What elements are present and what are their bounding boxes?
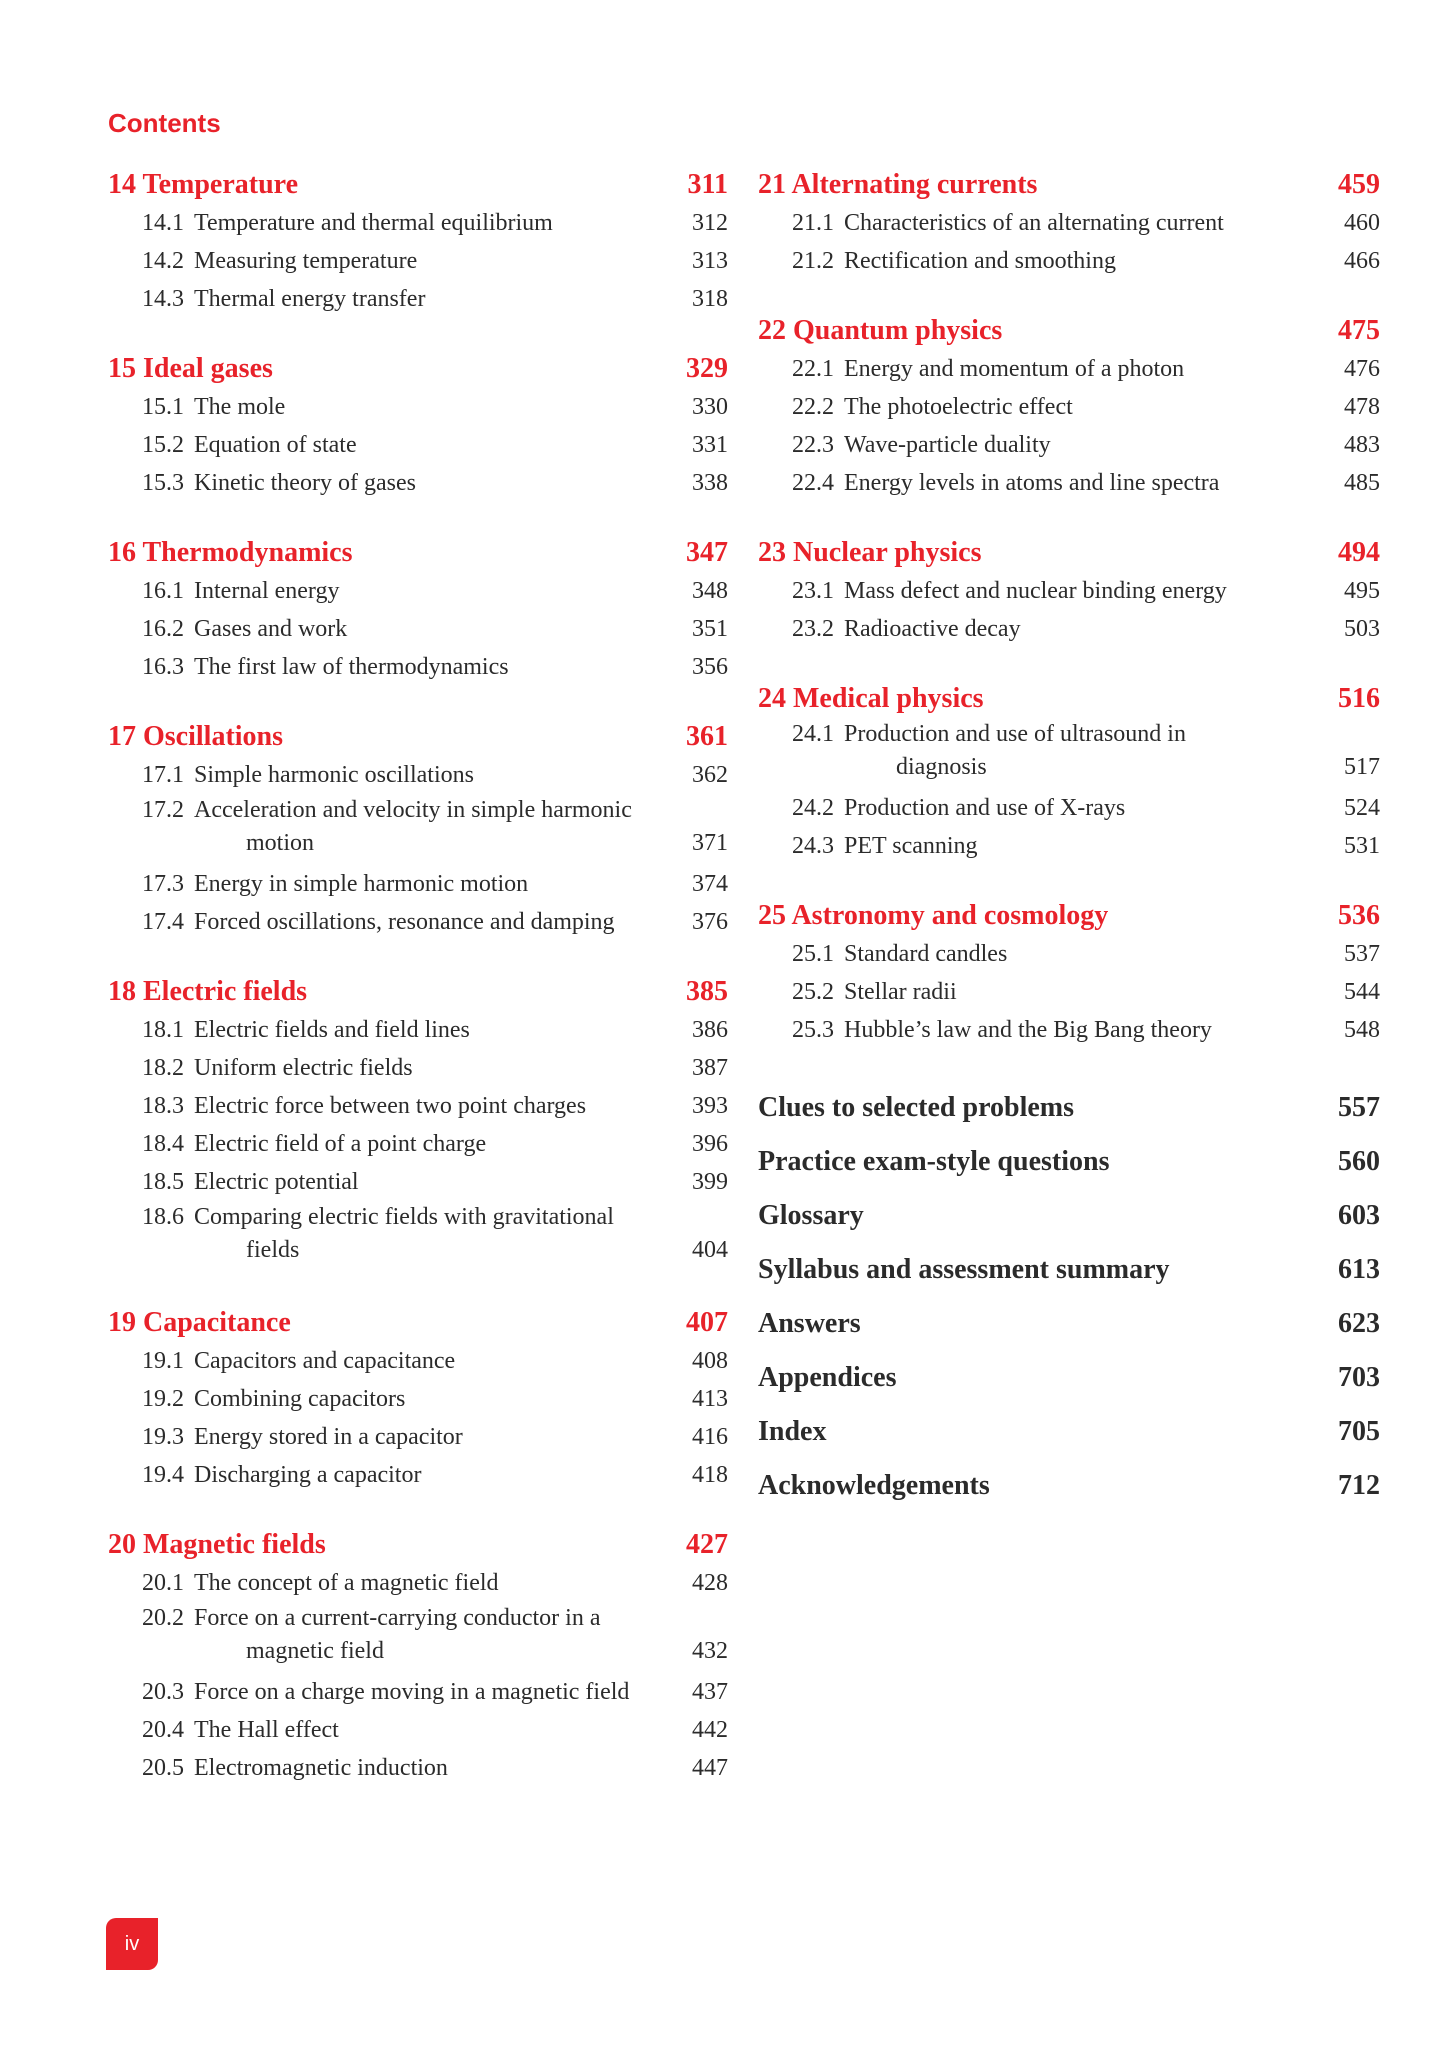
toc-chapter bbox=[108, 973, 728, 1272]
section-number: 22.4 bbox=[792, 470, 834, 496]
chapter-page: 361 bbox=[686, 721, 728, 752]
section-number: 16.2 bbox=[142, 616, 184, 642]
section-page: 396 bbox=[692, 1131, 728, 1157]
section-number: 17.3 bbox=[142, 871, 184, 897]
section-number: 15.3 bbox=[142, 470, 184, 496]
toc-chapter bbox=[108, 534, 728, 686]
section-title: Comparing electric fields with gravitational bbox=[194, 1204, 614, 1230]
section-number: 25.1 bbox=[792, 941, 834, 967]
section-page: 351 bbox=[692, 616, 728, 642]
section-number: 19.1 bbox=[142, 1348, 184, 1374]
toc-right-column bbox=[758, 166, 1380, 1513]
back-matter-entry[interactable] bbox=[758, 1243, 1380, 1297]
section-page: 485 bbox=[1344, 470, 1380, 496]
section-number: 14.3 bbox=[142, 286, 184, 312]
chapter-title: 18 Electric fields bbox=[108, 976, 308, 1007]
section-title: Gases and work bbox=[194, 616, 348, 642]
chapter-page: 427 bbox=[686, 1529, 728, 1560]
section-page: 404 bbox=[692, 1237, 728, 1263]
section-entry[interactable] bbox=[108, 1602, 728, 1673]
section-number: 18.5 bbox=[142, 1169, 184, 1195]
back-matter-entry[interactable] bbox=[758, 1189, 1380, 1243]
section-entry[interactable] bbox=[758, 827, 1380, 865]
back-matter-page: 705 bbox=[1338, 1416, 1380, 1447]
section-number: 18.1 bbox=[142, 1017, 184, 1043]
chapter-title: 15 Ideal gases bbox=[108, 353, 273, 384]
section-number: 24.3 bbox=[792, 833, 834, 859]
section-number: 20.2 bbox=[142, 1605, 184, 1631]
toc-chapter bbox=[758, 312, 1380, 502]
section-entry[interactable] bbox=[108, 794, 728, 865]
page-title: Contents bbox=[108, 108, 221, 138]
chapter-page: 311 bbox=[687, 169, 728, 200]
section-title: Uniform electric fields bbox=[194, 1055, 413, 1081]
section-entry[interactable] bbox=[108, 610, 728, 648]
back-matter-page: 712 bbox=[1338, 1470, 1380, 1501]
section-number: 24.1 bbox=[792, 721, 834, 747]
section-page: 537 bbox=[1344, 941, 1380, 967]
section-page: 330 bbox=[692, 394, 728, 420]
section-title: Wave-particle duality bbox=[844, 432, 1051, 458]
section-page: 460 bbox=[1344, 210, 1380, 236]
section-title: Acceleration and velocity in simple harmonic bbox=[194, 797, 632, 823]
section-page: 428 bbox=[692, 1570, 728, 1596]
chapter-entry[interactable] bbox=[108, 718, 728, 756]
section-entry[interactable] bbox=[108, 903, 728, 941]
chapter-entry[interactable] bbox=[108, 1526, 728, 1564]
back-matter-page: 603 bbox=[1338, 1200, 1380, 1231]
chapter-entry[interactable] bbox=[108, 350, 728, 388]
section-number: 17.2 bbox=[142, 797, 184, 823]
section-title-continued: motion bbox=[246, 830, 315, 856]
section-title: Mass defect and nuclear binding energy bbox=[844, 578, 1227, 604]
section-page: 416 bbox=[692, 1424, 728, 1450]
section-number: 17.1 bbox=[142, 762, 184, 788]
chapter-title: 17 Oscillations bbox=[108, 721, 284, 752]
toc-chapter bbox=[108, 166, 728, 318]
section-page: 331 bbox=[692, 432, 728, 458]
chapter-page: 536 bbox=[1338, 900, 1380, 931]
section-number: 17.4 bbox=[142, 909, 184, 935]
back-matter-list bbox=[758, 1081, 1380, 1513]
section-title: The concept of a magnetic field bbox=[194, 1570, 499, 1596]
chapter-entry[interactable] bbox=[108, 534, 728, 572]
section-page: 544 bbox=[1344, 979, 1380, 1005]
section-title: Stellar radii bbox=[844, 979, 957, 1005]
section-entry[interactable] bbox=[108, 1342, 728, 1380]
chapter-entry[interactable] bbox=[108, 1304, 728, 1342]
section-page: 338 bbox=[692, 470, 728, 496]
toc-chapter bbox=[758, 680, 1380, 865]
chapter-title: 21 Alternating currents bbox=[758, 169, 1038, 200]
section-page: 371 bbox=[692, 830, 728, 856]
chapter-entry[interactable] bbox=[758, 897, 1380, 935]
chapter-title: 22 Quantum physics bbox=[758, 315, 1003, 346]
section-number: 19.2 bbox=[142, 1386, 184, 1412]
section-number: 19.3 bbox=[142, 1424, 184, 1450]
section-entry[interactable] bbox=[108, 756, 728, 794]
section-entry[interactable] bbox=[758, 350, 1380, 388]
section-entry[interactable] bbox=[108, 648, 728, 686]
section-title: Rectification and smoothing bbox=[844, 248, 1116, 274]
section-entry[interactable] bbox=[758, 718, 1380, 789]
section-entry[interactable] bbox=[758, 204, 1380, 242]
section-page: 524 bbox=[1344, 795, 1380, 821]
section-entry[interactable] bbox=[108, 1163, 728, 1201]
section-title: Characteristics of an alternating current bbox=[844, 210, 1224, 236]
toc-chapter bbox=[108, 1304, 728, 1494]
back-matter-entry[interactable] bbox=[758, 1351, 1380, 1405]
chapter-entry[interactable] bbox=[758, 166, 1380, 204]
section-title: Energy in simple harmonic motion bbox=[194, 871, 529, 897]
section-entry[interactable] bbox=[108, 1418, 728, 1456]
section-number: 23.1 bbox=[792, 578, 834, 604]
chapter-page: 475 bbox=[1338, 315, 1380, 346]
section-entry[interactable] bbox=[108, 1673, 728, 1711]
section-page: 376 bbox=[692, 909, 728, 935]
chapter-entry[interactable] bbox=[108, 166, 728, 204]
section-title-continued: magnetic field bbox=[246, 1638, 384, 1664]
chapter-entry[interactable] bbox=[758, 312, 1380, 350]
section-number: 18.4 bbox=[142, 1131, 184, 1157]
section-title-block bbox=[194, 1602, 684, 1668]
chapter-title: 23 Nuclear physics bbox=[758, 537, 982, 568]
section-title: Production and use of X-rays bbox=[844, 795, 1126, 821]
section-title: The Hall effect bbox=[194, 1717, 339, 1743]
section-page: 393 bbox=[692, 1093, 728, 1119]
section-number: 25.3 bbox=[792, 1017, 834, 1043]
section-entry[interactable] bbox=[108, 1125, 728, 1163]
section-title-block bbox=[194, 1201, 684, 1267]
chapter-entry[interactable] bbox=[758, 534, 1380, 572]
back-matter-title: Index bbox=[758, 1416, 827, 1447]
section-page: 517 bbox=[1344, 754, 1380, 780]
section-title-continued: diagnosis bbox=[896, 754, 987, 780]
section-page: 386 bbox=[692, 1017, 728, 1043]
section-page: 348 bbox=[692, 578, 728, 604]
section-number: 14.1 bbox=[142, 210, 184, 236]
section-title: Internal energy bbox=[194, 578, 340, 604]
section-page: 476 bbox=[1344, 356, 1380, 382]
section-title: Energy levels in atoms and line spectra bbox=[844, 470, 1220, 496]
back-matter-title: Clues to selected problems bbox=[758, 1092, 1074, 1123]
back-matter-title: Acknowledgements bbox=[758, 1470, 990, 1501]
chapter-entry[interactable] bbox=[758, 680, 1380, 718]
section-title: Capacitors and capacitance bbox=[194, 1348, 456, 1374]
section-number: 21.1 bbox=[792, 210, 834, 236]
section-entry[interactable] bbox=[108, 1011, 728, 1049]
section-entry[interactable] bbox=[108, 1380, 728, 1418]
chapter-page: 329 bbox=[686, 353, 728, 384]
section-entry[interactable] bbox=[108, 426, 728, 464]
section-page: 437 bbox=[692, 1679, 728, 1705]
section-number: 16.1 bbox=[142, 578, 184, 604]
section-number: 20.1 bbox=[142, 1570, 184, 1596]
section-number: 24.2 bbox=[792, 795, 834, 821]
section-title: Temperature and thermal equilibrium bbox=[194, 210, 553, 236]
section-entry[interactable] bbox=[758, 935, 1380, 973]
toc-chapter bbox=[758, 897, 1380, 1049]
chapter-title: 25 Astronomy and cosmology bbox=[758, 900, 1109, 931]
section-entry[interactable] bbox=[108, 1749, 728, 1787]
chapter-page: 516 bbox=[1338, 683, 1380, 714]
section-number: 22.2 bbox=[792, 394, 834, 420]
section-title: Hubble’s law and the Big Bang theory bbox=[844, 1017, 1212, 1043]
section-page: 447 bbox=[692, 1755, 728, 1781]
section-number: 16.3 bbox=[142, 654, 184, 680]
section-page: 312 bbox=[692, 210, 728, 236]
back-matter-entry[interactable] bbox=[758, 1081, 1380, 1135]
chapter-title: 16 Thermodynamics bbox=[108, 537, 353, 568]
back-matter-title: Glossary bbox=[758, 1200, 864, 1231]
section-title: Combining capacitors bbox=[194, 1386, 406, 1412]
chapter-title: 19 Capacitance bbox=[108, 1307, 291, 1338]
section-title: The photoelectric effect bbox=[844, 394, 1073, 420]
section-title: Kinetic theory of gases bbox=[194, 470, 416, 496]
chapter-page: 494 bbox=[1338, 537, 1380, 568]
section-entry[interactable] bbox=[108, 1711, 728, 1749]
toc-chapter bbox=[108, 1526, 728, 1787]
back-matter-page: 613 bbox=[1338, 1254, 1380, 1285]
section-entry[interactable] bbox=[108, 865, 728, 903]
section-page: 374 bbox=[692, 871, 728, 897]
section-entry[interactable] bbox=[108, 1564, 728, 1602]
back-matter-entry[interactable] bbox=[758, 1405, 1380, 1459]
section-entry[interactable] bbox=[758, 388, 1380, 426]
section-number: 23.2 bbox=[792, 616, 834, 642]
section-title: The mole bbox=[194, 394, 286, 420]
back-matter-title: Practice exam-style questions bbox=[758, 1146, 1110, 1177]
section-entry[interactable] bbox=[758, 789, 1380, 827]
section-page: 356 bbox=[692, 654, 728, 680]
section-title: Energy and momentum of a photon bbox=[844, 356, 1185, 382]
section-number: 15.1 bbox=[142, 394, 184, 420]
section-title: Electric potential bbox=[194, 1169, 359, 1195]
section-title: The first law of thermodynamics bbox=[194, 654, 509, 680]
section-title: Thermal energy transfer bbox=[194, 286, 426, 312]
back-matter-title: Answers bbox=[758, 1308, 861, 1339]
chapter-entry[interactable] bbox=[108, 973, 728, 1011]
section-page: 362 bbox=[692, 762, 728, 788]
section-title: Discharging a capacitor bbox=[194, 1462, 422, 1488]
section-entry[interactable] bbox=[108, 1201, 728, 1272]
section-number: 20.4 bbox=[142, 1717, 184, 1743]
section-title-block bbox=[844, 718, 1334, 784]
back-matter-title: Appendices bbox=[758, 1362, 897, 1393]
section-number: 18.6 bbox=[142, 1204, 184, 1230]
section-entry[interactable] bbox=[758, 464, 1380, 502]
section-number: 22.3 bbox=[792, 432, 834, 458]
section-entry[interactable] bbox=[108, 242, 728, 280]
section-entry[interactable] bbox=[758, 572, 1380, 610]
section-title: Forced oscillations, resonance and damping bbox=[194, 909, 615, 935]
chapter-page: 385 bbox=[686, 976, 728, 1007]
section-page: 531 bbox=[1344, 833, 1380, 859]
toc-chapter bbox=[108, 718, 728, 941]
section-title-continued: fields bbox=[246, 1237, 300, 1263]
section-entry[interactable] bbox=[108, 388, 728, 426]
section-entry[interactable] bbox=[108, 1087, 728, 1125]
section-title: Energy stored in a capacitor bbox=[194, 1424, 463, 1450]
section-number: 25.2 bbox=[792, 979, 834, 1005]
section-entry[interactable] bbox=[108, 1049, 728, 1087]
section-entry[interactable] bbox=[108, 280, 728, 318]
chapter-page: 347 bbox=[686, 537, 728, 568]
section-number: 18.3 bbox=[142, 1093, 184, 1119]
chapter-title: 14 Temperature bbox=[108, 169, 299, 200]
section-title: Electric force between two point charges bbox=[194, 1093, 587, 1119]
back-matter-page: 557 bbox=[1338, 1092, 1380, 1123]
back-matter-entry[interactable] bbox=[758, 1135, 1380, 1189]
section-entry[interactable] bbox=[758, 1011, 1380, 1049]
section-entry[interactable] bbox=[758, 973, 1380, 1011]
section-title: Electromagnetic induction bbox=[194, 1755, 448, 1781]
back-matter-page: 623 bbox=[1338, 1308, 1380, 1339]
toc-left-column bbox=[108, 166, 728, 1819]
chapter-page: 407 bbox=[686, 1307, 728, 1338]
section-title: Standard candles bbox=[844, 941, 1008, 967]
chapter-title: 20 Magnetic fields bbox=[108, 1529, 326, 1560]
back-matter-page: 560 bbox=[1338, 1146, 1380, 1177]
section-number: 21.2 bbox=[792, 248, 834, 274]
chapter-page: 459 bbox=[1338, 169, 1380, 200]
section-number: 14.2 bbox=[142, 248, 184, 274]
section-page: 495 bbox=[1344, 578, 1380, 604]
toc-chapter bbox=[108, 350, 728, 502]
section-entry[interactable] bbox=[108, 572, 728, 610]
section-entry[interactable] bbox=[108, 464, 728, 502]
back-matter-page: 703 bbox=[1338, 1362, 1380, 1393]
section-entry[interactable] bbox=[108, 1456, 728, 1494]
section-page: 442 bbox=[692, 1717, 728, 1743]
section-page: 548 bbox=[1344, 1017, 1380, 1043]
back-matter-entry[interactable] bbox=[758, 1297, 1380, 1351]
section-number: 19.4 bbox=[142, 1462, 184, 1488]
section-title: Radioactive decay bbox=[844, 616, 1021, 642]
section-page: 466 bbox=[1344, 248, 1380, 274]
section-page: 313 bbox=[692, 248, 728, 274]
section-page: 478 bbox=[1344, 394, 1380, 420]
toc-chapter bbox=[758, 534, 1380, 648]
section-page: 432 bbox=[692, 1638, 728, 1664]
section-entry[interactable] bbox=[758, 426, 1380, 464]
section-title: Measuring temperature bbox=[194, 248, 418, 274]
section-title: Force on a current-carrying conductor in a bbox=[194, 1605, 601, 1631]
section-entry[interactable] bbox=[758, 610, 1380, 648]
section-page: 387 bbox=[692, 1055, 728, 1081]
back-matter-entry[interactable] bbox=[758, 1459, 1380, 1513]
section-page: 418 bbox=[692, 1462, 728, 1488]
section-title: Force on a charge moving in a magnetic field bbox=[194, 1679, 630, 1705]
section-title: Simple harmonic oscillations bbox=[194, 762, 474, 788]
section-title: Electric field of a point charge bbox=[194, 1131, 487, 1157]
section-title: Production and use of ultrasound in bbox=[844, 721, 1186, 747]
section-number: 22.1 bbox=[792, 356, 834, 382]
section-page: 408 bbox=[692, 1348, 728, 1374]
toc-chapter bbox=[758, 166, 1380, 280]
section-title: Equation of state bbox=[194, 432, 357, 458]
chapter-title: 24 Medical physics bbox=[758, 683, 984, 714]
section-title-block bbox=[194, 794, 684, 860]
section-number: 18.2 bbox=[142, 1055, 184, 1081]
page-number-badge: iv bbox=[106, 1918, 158, 1970]
section-title: PET scanning bbox=[844, 833, 978, 859]
section-page: 413 bbox=[692, 1386, 728, 1412]
section-entry[interactable] bbox=[108, 204, 728, 242]
section-page: 318 bbox=[692, 286, 728, 312]
section-number: 15.2 bbox=[142, 432, 184, 458]
section-entry[interactable] bbox=[758, 242, 1380, 280]
section-number: 20.3 bbox=[142, 1679, 184, 1705]
back-matter-title: Syllabus and assessment summary bbox=[758, 1254, 1170, 1285]
section-title: Electric fields and field lines bbox=[194, 1017, 470, 1043]
section-page: 483 bbox=[1344, 432, 1380, 458]
section-page: 399 bbox=[692, 1169, 728, 1195]
section-number: 20.5 bbox=[142, 1755, 184, 1781]
section-page: 503 bbox=[1344, 616, 1380, 642]
